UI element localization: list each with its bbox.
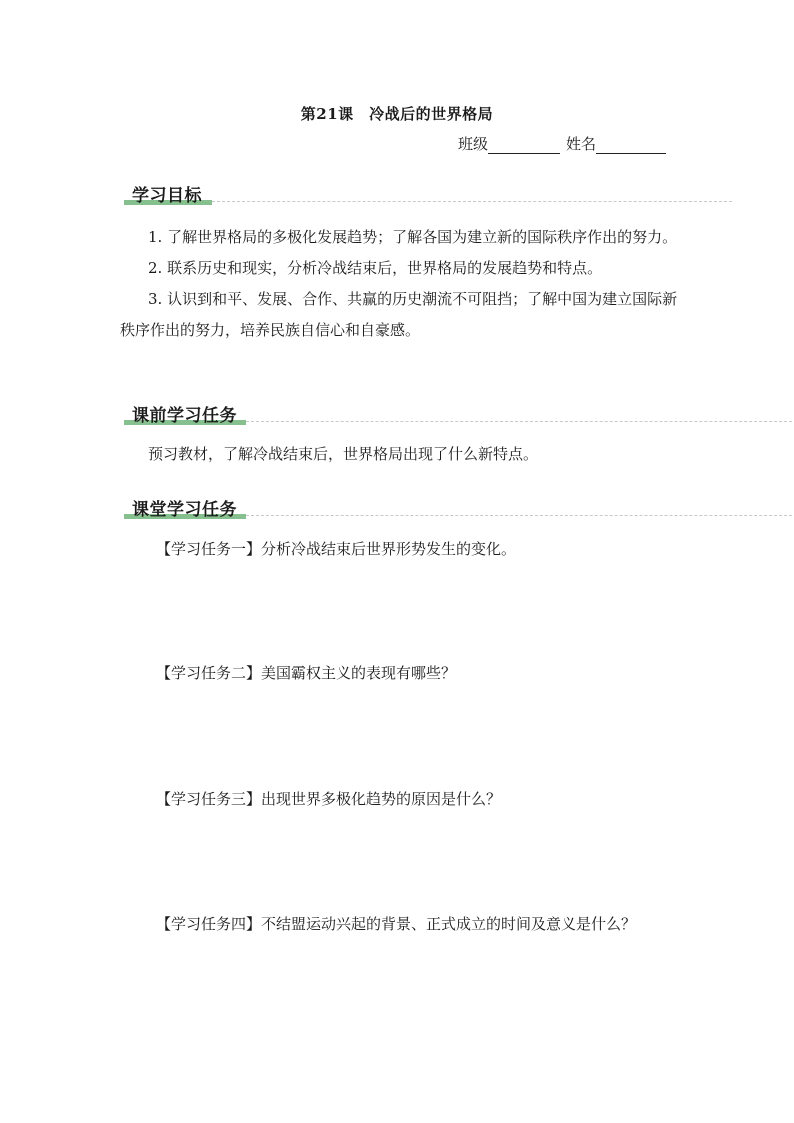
section-heading: 学习目标 [132,186,202,206]
objective-item: 2. 联系历史和现实，分析冷战结束后，世界格局的发展趋势和特点。 [148,259,603,277]
task-item: 【学习任务四】不结盟运动兴起的背景、正式成立的时间及意义是什么？ [156,915,637,933]
page-title: 第21课 冷战后的世界格局 [300,105,494,123]
section-preview [124,401,243,426]
task-item: 【学习任务三】出现世界多极化趋势的原因是什么？ [156,790,502,808]
section-heading: 课前学习任务 [132,406,237,426]
objective-item: 1. 了解世界格局的多极化发展趋势；了解各国为建立新的国际秩序作出的努力。 [148,228,678,246]
objective-item: 3. 认识到和平、发展、合作、共赢的历史潮流不可阻挡；了解中国为建立国际新秩序作出的努力，培养民族自信心和自豪感。 [120,290,678,339]
section-objectives [124,181,208,206]
section-divider [212,201,732,202]
name-blank[interactable] [596,137,666,154]
section-divider [246,421,794,422]
task-item: 【学习任务一】分析冷战结束后世界形势发生的变化。 [156,540,517,558]
section-classroom [124,495,243,520]
task-item: 【学习任务二】美国霸权主义的表现有哪些？ [156,664,457,682]
preview-text: 预习教材，了解冷战结束后，世界格局出现了什么新特点。 [148,445,539,463]
section-heading: 课堂学习任务 [132,500,237,520]
class-blank[interactable] [488,137,560,154]
objectives-list [120,222,680,346]
section-divider [246,515,794,516]
name-label: 姓名 [566,135,597,153]
class-name-line [458,133,666,154]
class-label: 班级 [458,135,489,153]
